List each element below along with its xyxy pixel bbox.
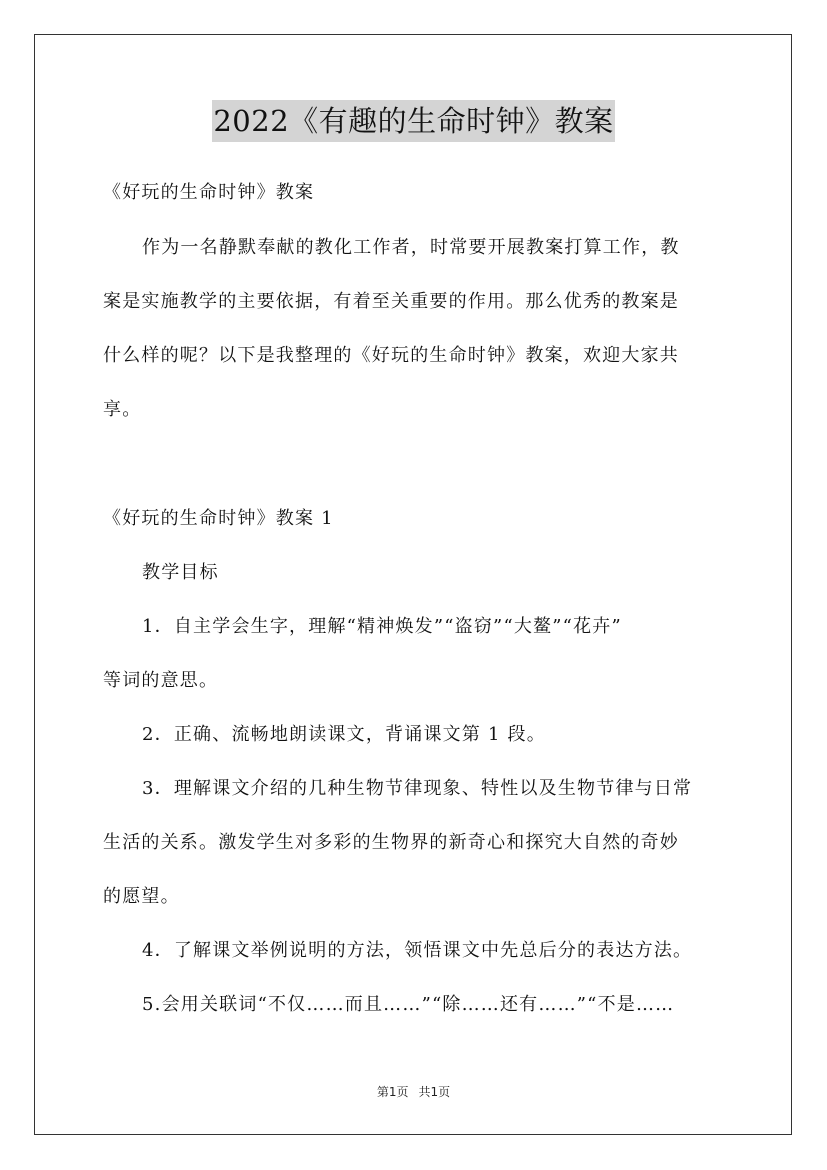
list-item-line: 1．自主学会生字，理解“精神焕发”“盗窃”“大鳌”“花卉” — [142, 616, 622, 637]
list-item-line: 4．了解课文举例说明的方法，领悟课文中先总后分的表达方法。 — [142, 940, 693, 961]
list-item-line: 3．理解课文介绍的几种生物节律现象、特性以及生物节律与日常 — [142, 778, 693, 799]
list-item-line: 的愿望。 — [103, 886, 180, 907]
list-item-line: 等词的意思。 — [103, 670, 219, 691]
page-total: 共1页 — [418, 1085, 451, 1099]
paragraph-line: 什么样的呢？以下是我整理的《好玩的生命时钟》教案，欢迎大家共 — [103, 345, 679, 366]
section-heading: 《好玩的生命时钟》教案 1 — [103, 508, 334, 529]
document-title: 2022《有趣的生命时钟》教案 — [212, 100, 614, 142]
list-item-line: 生活的关系。激发学生对多彩的生物界的新奇心和探究大自然的奇妙 — [103, 832, 679, 853]
title-container — [0, 100, 827, 142]
list-item-line: 2．正确、流畅地朗读课文，背诵课文第 1 段。 — [142, 724, 546, 745]
intro-heading: 《好玩的生命时钟》教案 — [103, 182, 315, 203]
paragraph-line: 作为一名静默奉献的教化工作者，时常要开展教案打算工作，教 — [142, 237, 680, 258]
paragraph-line: 案是实施教学的主要依据，有着至关重要的作用。那么优秀的教案是 — [103, 291, 679, 312]
list-item-line: 5.会用关联词“不仅……而且……”“除……还有……”“不是…… — [142, 994, 675, 1015]
paragraph-line: 享。 — [103, 399, 142, 420]
subsection-heading: 教学目标 — [142, 562, 219, 583]
page-number: 第1页 — [376, 1085, 409, 1099]
page-footer — [0, 1084, 827, 1100]
